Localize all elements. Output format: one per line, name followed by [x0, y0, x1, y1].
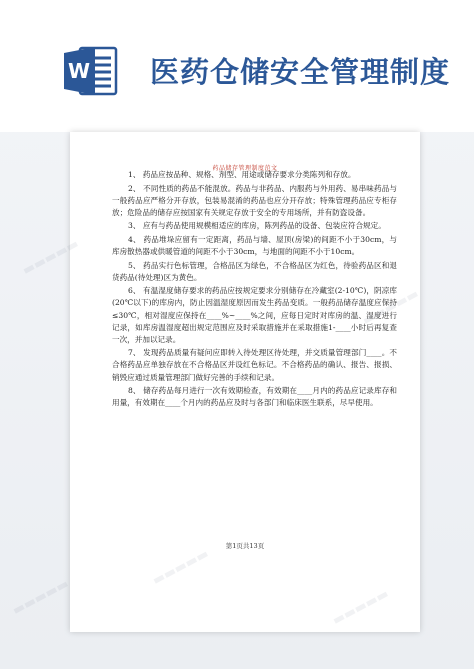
document-page: [70, 132, 420, 632]
paragraph-2: 2、 不同性质的药品不能混放。药品与非药品、内服药与外用药、易串味药品与一般药品应严格分开存放，包装易混淆的药品也应分开存放；特殊管理药品应专柜存放；危险品的储存应按国家有关规定存放于安全的专用场所，并有防盗设备。: [112, 183, 397, 217]
word-document-icon: [62, 42, 120, 100]
paragraph-8: 8、 储存药品每月进行一次有效期检查，有效期在____月内的药品应记录库存和用量，有效期在____个月内的药品应及时与各部门和临床医生联系，尽早使用。: [112, 386, 397, 408]
page-number: 第1页共13页: [225, 542, 265, 550]
paragraph-1: 1、 药品应按品种、规格、剂型、用途或储存要求分类陈列和存放。: [128, 170, 356, 179]
watermark-mark: ▬▬▬▬▬: [20, 236, 82, 279]
paragraph-5: 5、 药品实行色标管理，合格品区为绿色，不合格品区为红色，待验药品区和退货药品(待处理)区为黄色。: [112, 260, 397, 282]
document-body: [112, 169, 397, 411]
page-title: 医药仓储安全管理制度: [150, 55, 451, 89]
paragraph-6: 6、 有温湿度储存要求的药品应按规定要求分别储存在冷藏室(2-10℃)，阴凉库(20℃以下)的库房内，防止因温湿度原因而发生药品变质。一般药品储存温度应保持≤30℃，相对湿度应保持在____%~____%之间，应每日定时对库房的温、湿度进行记录，如库房温湿度超出规定范围应及时采取措施并在采取措施1-____小时后再复查一次，并加以记录。: [112, 286, 397, 344]
paragraph-4: 4、 药品堆垛应留有一定距离，药品与墙、屋顶(房梁)的间距不小于30cm，与库房散热器或供暖管道的间距不小于30cm，与地面的间距不小于10cm。: [112, 234, 397, 257]
paragraph-3: 3、 应有与药品使用规模相适应的库房，陈列药品的设备、包装应符合规定。: [128, 221, 386, 231]
word-logo-letter: W: [67, 59, 91, 83]
document-heading: 药品储存管理制度范文: [212, 165, 278, 172]
watermark-mark: ▬▬▬▬▬: [10, 576, 72, 619]
paragraph-7: 7、 发现药品质量有疑问应即转入待处理区待处理，并交质量管理部门____。不合格药品应单独存放在不合格品区并设红色标记。不合格药品的确认、报告、报损、销毁应通过质量管理部门做好完善的手续和记录。: [112, 348, 397, 382]
